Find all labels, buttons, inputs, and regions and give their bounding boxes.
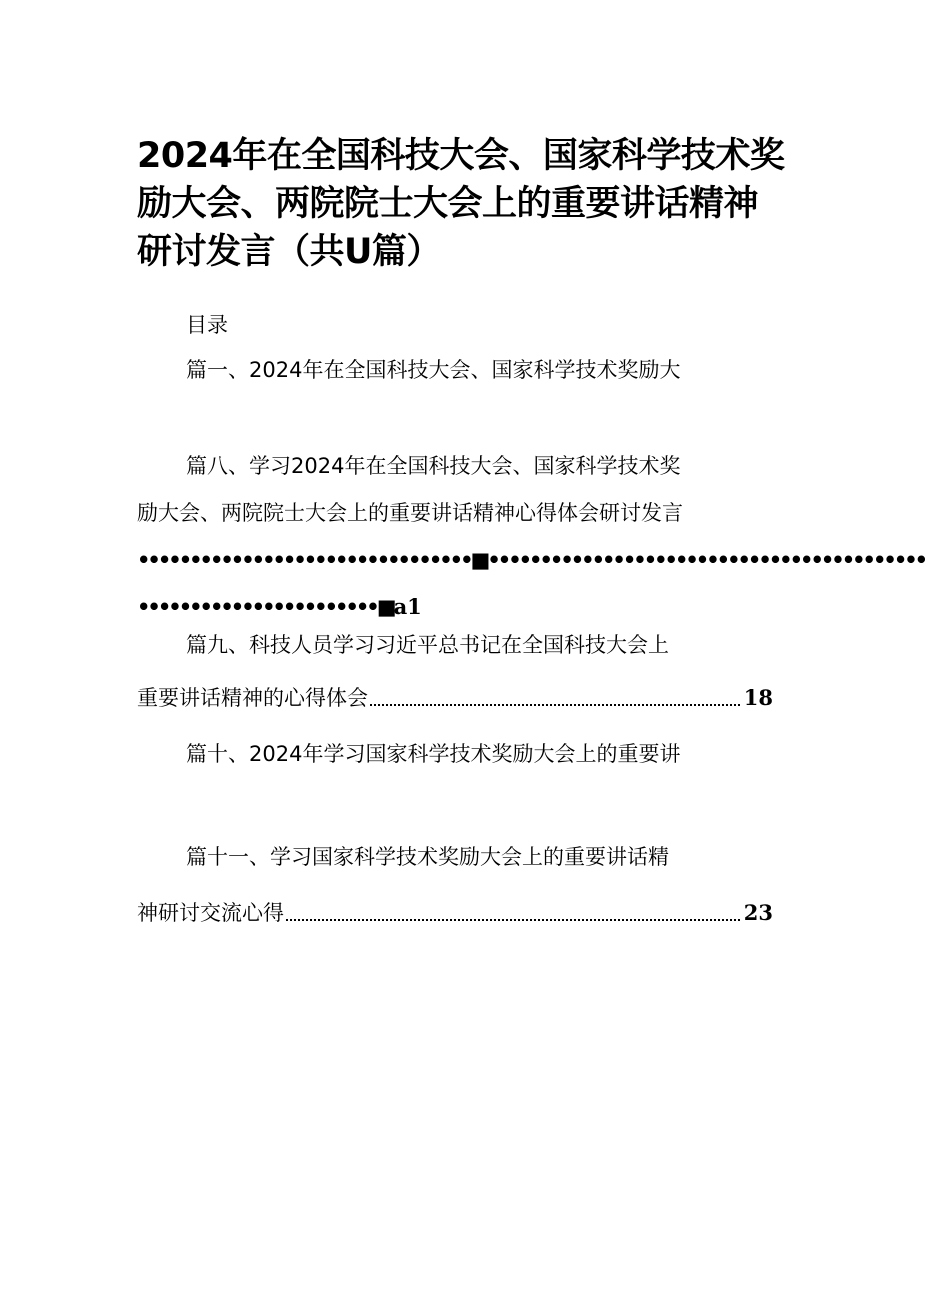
toc-page-number: 23 (743, 900, 773, 925)
toc-heading: 目录 (186, 313, 228, 337)
document-title: 2024年在全国科技大会、国家科学技术奖励大会、两院院士大会上的重要讲话精神研讨发言（共U篇） (137, 136, 785, 272)
toc-entry-10[interactable]: 篇十、2024年学习国家科学技术奖励大会上的重要讲 (186, 742, 681, 766)
toc-entry-9-line1[interactable]: 篇九、科技人员学习习近平总书记在全国科技大会上 (186, 633, 669, 657)
toc-page-number: 18 (743, 685, 773, 710)
toc-dot-leader-2: •••••••••••••••••••••••■ (137, 595, 394, 619)
toc-page-number-a1: a1 (393, 594, 422, 619)
toc-entry-8-line1[interactable]: 篇八、学习2024年在全国科技大会、国家科学技术奖 (186, 454, 681, 478)
toc-entry-8-line2[interactable]: 励大会、两院院士大会上的重要讲话精神心得体会研讨发言 (137, 501, 683, 525)
toc-dot-leader-1: ••••••••••••••••••••••••••••••••■•••••••••••••••••••••••••••••••••••••••••• (137, 548, 925, 572)
toc-leader-dots (370, 704, 740, 706)
toc-leader-dots (286, 919, 740, 921)
toc-entry-9-text: 重要讲话精神的心得体会 (137, 686, 368, 710)
toc-dot-leader-2-row (137, 593, 422, 621)
toc-entry-11-line2[interactable] (137, 899, 773, 927)
toc-entry-1[interactable]: 篇一、2024年在全国科技大会、国家科学技术奖励大 (186, 358, 681, 382)
toc-entry-11-text: 神研讨交流心得 (137, 901, 284, 925)
toc-entry-9-line2[interactable] (137, 684, 773, 712)
toc-entry-11-line1[interactable]: 篇十一、学习国家科学技术奖励大会上的重要讲话精 (186, 845, 669, 869)
